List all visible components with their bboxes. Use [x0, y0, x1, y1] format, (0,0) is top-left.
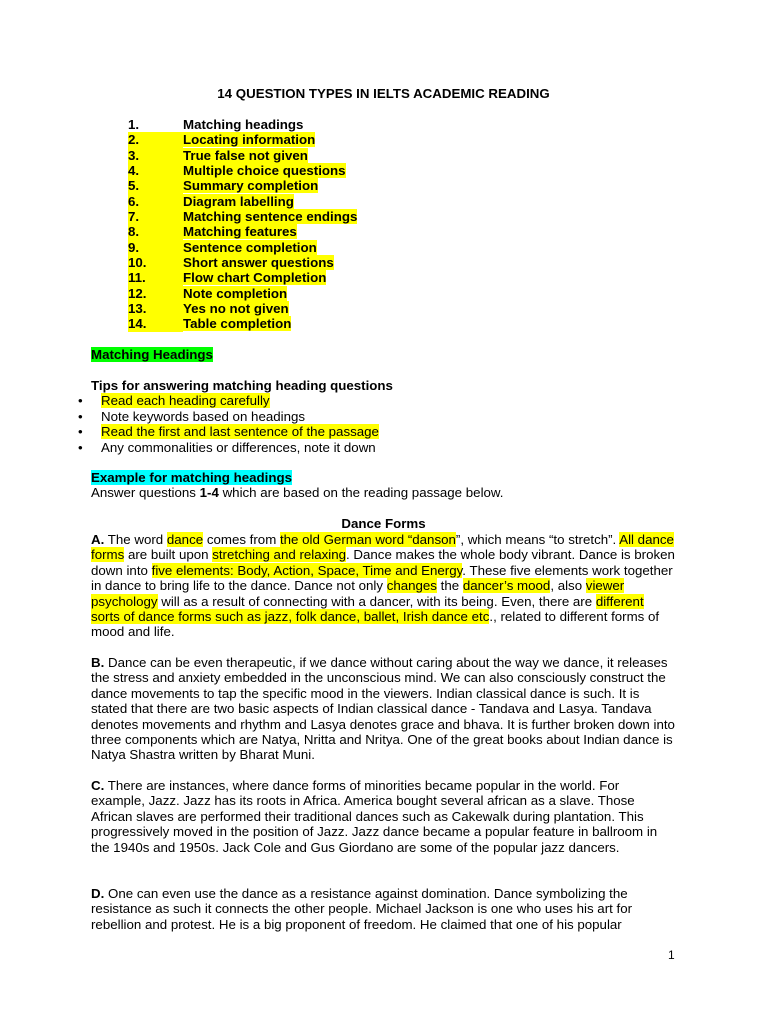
- list-item: 2. Locating information: [128, 132, 316, 148]
- question-types-list: [128, 117, 357, 332]
- question-type-label: Multiple choice questions: [183, 163, 346, 179]
- passage-title: Dance Forms: [341, 516, 426, 531]
- question-type-label: Matching features: [183, 224, 297, 240]
- list-item: 5. Summary completion: [128, 178, 319, 194]
- question-type-label: Matching sentence endings: [183, 209, 358, 225]
- list-item: 9. Sentence completion: [128, 239, 317, 255]
- list-item: • Any commonalities or differences, note it down: [91, 440, 676, 455]
- document-page: [91, 0, 676, 1024]
- question-type-label: True false not given: [183, 147, 308, 163]
- list-item: • Read each heading carefully: [91, 393, 676, 408]
- list-item: 7. Matching sentence endings: [128, 209, 358, 225]
- list-item: 4. Multiple choice questions: [128, 163, 346, 179]
- question-type-label: Matching headings: [183, 117, 304, 132]
- question-type-label: Locating information: [183, 132, 316, 148]
- list-item: 3. True false not given: [128, 147, 308, 163]
- list-item: • Read the first and last sentence of the passage: [91, 424, 676, 439]
- page-number: 1: [668, 948, 675, 962]
- list-item: 6. Diagram labelling: [128, 193, 294, 209]
- paragraph-c: C. There are instances, where dance forms of minorities became popular in the world. For example, Jazz. Jazz has its roots in Africa. America bought several african as a slave. Those African slaves are performed their traditional dances such as Cakewalk during plantation. This progressively moved in the position of Jazz. Jazz dance became a popular feature in ballroom in the 1940s and 1950s. Jack Cole and Gus Giordano are some of the popular jazz dancers.: [91, 778, 658, 855]
- example-section: [91, 470, 676, 501]
- question-type-label: Summary completion: [183, 178, 319, 194]
- question-type-label: Flow chart Completion: [183, 270, 327, 286]
- matching-headings-heading: Matching Headings: [91, 347, 213, 362]
- paragraph-d: D. One can even use the dance as a resistance against domination. Dance symbolizing the resistance as such it connects the other people. Michael Jackson is one who uses his art for rebellion and protest. He is a big proponent of freedom. He claimed that one of his popular: [91, 886, 633, 932]
- list-item: 10. Short answer questions: [128, 255, 334, 271]
- list-item: 14. Table completion: [128, 316, 292, 332]
- example-heading: Example for matching headings: [91, 470, 292, 485]
- paragraph-b: B. Dance can be even therapeutic, if we dance without caring about the way we dance, it releases the stress and anxiety embedded in the unconscious mind. We can also consciously construct the dance movements to tap the specific mood in the viewers. Indian classical dance is such. It is stated that there are two basic aspects of Indian classical dance - Tandava and Lasya. Tandava denotes movements and rhythm and Lasya denotes grace and bhava. It is further broken down into three components which are Natya, Nritta and Nritya. One of the great books about Indian dance is Natya Shastra written by Bharat Muni.: [91, 655, 675, 763]
- tips-section: [91, 378, 676, 455]
- example-instruction: Answer questions 1-4 which are based on the reading passage below.: [91, 485, 504, 501]
- list-item: 13. Yes no not given: [128, 301, 289, 317]
- document-title: 14 QUESTION TYPES IN IELTS ACADEMIC READING: [217, 86, 550, 101]
- list-item: 11. Flow chart Completion: [128, 270, 327, 286]
- list-item: 12. Note completion: [128, 285, 288, 301]
- question-type-label: Diagram labelling: [183, 193, 294, 209]
- question-type-label: Yes no not given: [183, 301, 289, 317]
- question-type-label: Sentence completion: [183, 239, 317, 255]
- list-item: 8. Matching features: [128, 224, 297, 240]
- paragraph-a: A. The word dance comes from the old German word “danson”, which means “to stretch”. All dance forms are built upon stretching and relaxing. Dance makes the whole body vibrant. Dance is broken down into five elements: Body, Action, Space, Time and Energy. These five elements work together in dance to bring life to the dance. Dance not only changes the dancer’s mood, also viewer psychology will as a result of connecting with a dancer, with its being. Even, there are different sorts of dance forms such as jazz, folk dance, ballet, Irish dance etc., related to different forms of mood and life.: [91, 532, 675, 640]
- question-type-label: Short answer questions: [183, 255, 334, 271]
- list-item: 1. Matching headings: [128, 117, 304, 132]
- tips-heading: Tips for answering matching heading questions: [91, 378, 393, 393]
- tips-list: [91, 393, 676, 455]
- question-type-label: Note completion: [183, 285, 288, 301]
- list-item: • Note keywords based on headings: [91, 409, 676, 424]
- question-type-label: Table completion: [183, 316, 292, 332]
